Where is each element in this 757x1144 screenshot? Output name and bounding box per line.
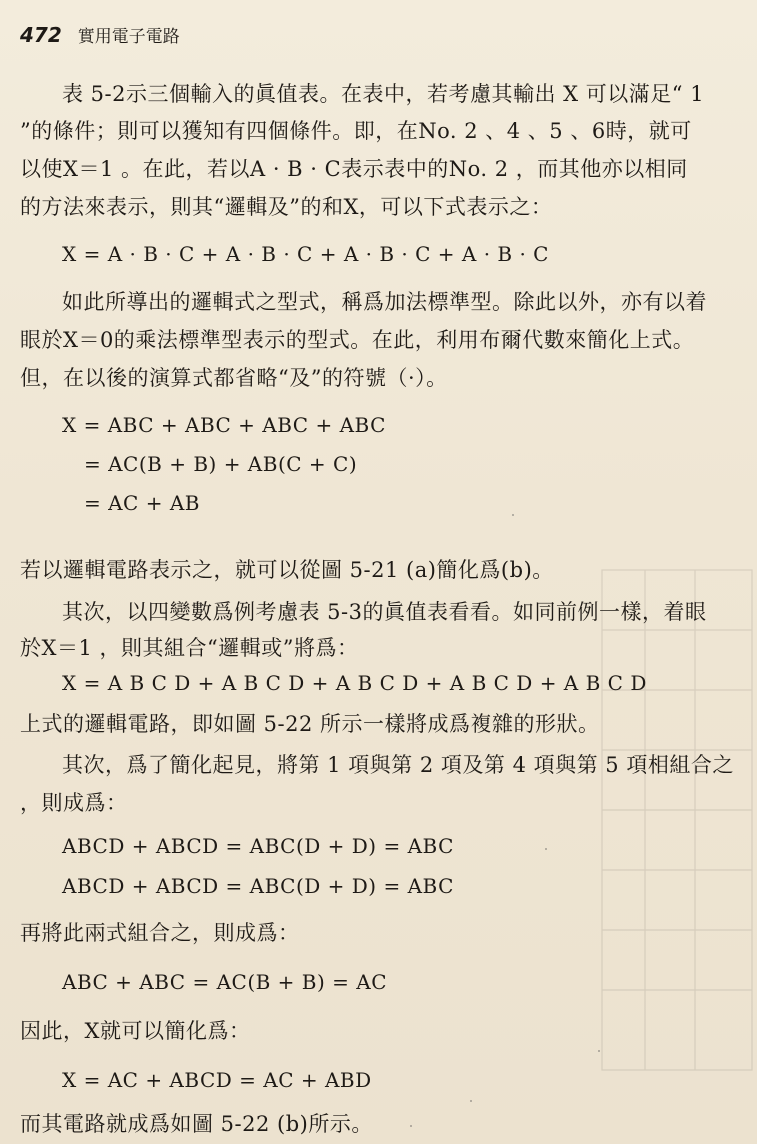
scan-speck bbox=[598, 1050, 600, 1052]
paragraph-line: 上式的邏輯電路，即如圖 5-22 所示一樣將成爲複雜的形狀。 bbox=[20, 712, 600, 736]
equation-line: X = A B C D + A B C D + A B C D + A B C D + A B C D bbox=[62, 671, 647, 695]
running-title: 實用電子電路 bbox=[77, 27, 180, 47]
paragraph-line: ，則成爲： bbox=[20, 791, 128, 815]
equation-line: ABCD + ABCD = ABC(D + D) = ABC bbox=[62, 874, 454, 898]
paragraph-line: 如此所導出的邏輯式之型式，稱爲加法標準型。除此以外，亦有以着 bbox=[62, 290, 707, 314]
paragraph-line: 而其電路就成爲如圖 5-22 (b)所示。 bbox=[20, 1112, 373, 1136]
scan-speck bbox=[410, 1125, 412, 1127]
paragraph-line: 其次，以四變數爲例考慮表 5-3的眞值表看看。如同前例一樣，着眼 bbox=[62, 600, 707, 624]
paragraph-line: 其次，爲了簡化起見，將第 1 項與第 2 項及第 4 項與第 5 項相組合之 bbox=[62, 753, 734, 777]
paragraph-line: 以使X＝1 。在此，若以A · B · C表示表中的No. 2 ，而其他亦以相同 bbox=[20, 157, 688, 181]
paragraph-line: 若以邏輯電路表示之，就可以從圖 5-21 (a)簡化爲(b)。 bbox=[20, 558, 554, 582]
equation-line: = AC(B + B) + AB(C + C) bbox=[84, 452, 358, 476]
equation-line: X = A · B · C + A · B · C + A · B · C + A · B · C bbox=[62, 242, 549, 266]
paragraph-line: 因此，X就可以簡化爲： bbox=[20, 1019, 251, 1043]
equation-line: X = ABC + ABC + ABC + ABC bbox=[62, 413, 386, 437]
bleed-through-table bbox=[600, 560, 757, 1080]
equation-line: = AC + AB bbox=[84, 491, 200, 515]
paragraph-line: 於X＝1 ，則其組合“邏輯或”將爲： bbox=[20, 636, 359, 660]
paragraph-line: 眼於X＝0的乘法標準型表示的型式。在此，利用布爾代數來簡化上式。 bbox=[20, 328, 695, 352]
paragraph-line: 的方法來表示，則其“邏輯及”的和X，可以下式表示之： bbox=[20, 195, 553, 219]
equation-line: X = AC + ABCD = AC + ABD bbox=[62, 1068, 372, 1092]
scan-speck bbox=[470, 1100, 472, 1102]
scan-speck bbox=[512, 514, 514, 516]
paragraph-line: 表 5-2示三個輸入的眞值表。在表中，若考慮其輸出 X 可以滿足“ 1 bbox=[62, 82, 705, 106]
paragraph-line: ”的條件；則可以獲知有四個條件。即，在No. 2 、4 、5 、6時，就可 bbox=[20, 119, 692, 143]
equation-line: ABCD + ABCD = ABC(D + D) = ABC bbox=[62, 834, 454, 858]
equation-line: ABC + ABC = AC(B + B) = AC bbox=[62, 970, 388, 994]
paragraph-line: 再將此兩式組合之，則成爲： bbox=[20, 921, 300, 945]
paragraph-line: 但，在以後的演算式都省略“及”的符號（·）。 bbox=[20, 366, 448, 390]
page-header bbox=[20, 22, 180, 47]
scan-speck bbox=[545, 848, 547, 850]
page-number: 472 bbox=[20, 23, 62, 47]
